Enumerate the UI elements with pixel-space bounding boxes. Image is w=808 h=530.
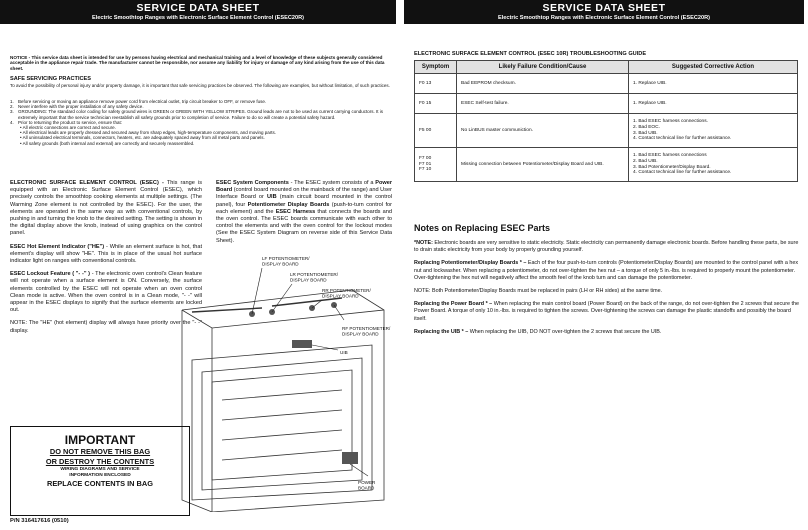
- symptom-cell: F0 15: [415, 94, 457, 114]
- important-box: [10, 426, 190, 516]
- esec-system-diagram: [172, 250, 396, 512]
- left-header-title: SERVICE DATA SHEET: [136, 2, 260, 14]
- action-cell: 1. Bad ESEC harness connections. 2. Bad EOC. 3. Bad UIB. 4. Contact technical line for further assistance.: [629, 114, 798, 148]
- components-column: ESEC System Components - The ESEC system consists of a Power Board (control board mounted on the mainback of the range) and User Interface Board or UIB (main circuit board mounted in the control panel), four Potentiometer Display Boards (push-to-turn control for each element) and the ESEC Harness that connects the boards and the oven control. The ESEC boards communicate with each other to control the elements and with the oven control for the lockout modes (See the ESEC System Diagram on reverse side of this Service Data Sheet).: [216, 180, 393, 244]
- cause-cell: Bad EEPROM checksum.: [457, 74, 629, 94]
- safe-subitem: • All uninsulated electrical terminals, connectors, heaters, etc. are adequately spaced away from all metal parts and panels.: [20, 135, 265, 141]
- symptom-cell: F0 13: [415, 74, 457, 94]
- action-cell: 1. Replace UIB.: [629, 74, 798, 94]
- cause-cell: Missing connection between Potentiometer/Display Board and UIB.: [457, 148, 629, 182]
- left-header: [0, 0, 396, 24]
- hot-element-title: ESEC Hot Element Indicator ("HE"): [10, 243, 105, 250]
- lf-board-label: LF POTENTIOMETER/ DISPLAY BOARD: [262, 256, 310, 267]
- table-row: [415, 94, 798, 114]
- uib-note: Replacing the UIB * – When replacing the UIB, DO NOT over-tighten the 2 screws that secure the UIB.: [414, 328, 662, 335]
- left-header-subtitle: Electric Smoothtop Ranges with Electronic Surface Element Control (ESEC20R): [92, 15, 304, 21]
- column-header: Likely Failure Condition/Cause: [457, 61, 629, 74]
- safe-item: 1. Before servicing or moving an appliance remove power cord from electrical outlet, trip circuit breaker to OFF, or remove fuse.: [10, 99, 267, 104]
- safe-subitem: • All electric connections are correct and secure.: [20, 125, 116, 131]
- rf-board-label: RF POTENTIOMETER/ DISPLAY BOARD: [342, 326, 391, 337]
- priority-note: NOTE: The "HE" (hot element) display will always have priority over the "- -" display.: [10, 320, 202, 334]
- table-row: [415, 148, 798, 182]
- cause-cell: ESEC Self-test failure.: [457, 94, 629, 114]
- table-row: [415, 74, 798, 94]
- safe-subitem: • All safety grounds (both internal and external) are correctly and securely reassembled.: [20, 140, 195, 146]
- column-header: Suggested Corrective Action: [629, 61, 798, 74]
- notice-text: This service data sheet is intended for use by persons having electrical and mechanical training and a level of knowledge of these subjects generally considered acceptable in the appliance repair trade. The manufacturer cannot be responsible, nor assume any liability for injury or damage of any kind arising from the use of this data sheet.: [10, 55, 385, 71]
- cause-cell: No LinBUS master communiction.: [457, 114, 629, 148]
- esec-paragraph: [10, 180, 202, 238]
- rr-board-label: RR POTENTIOMETER/ DISPLAY BOARD: [322, 288, 371, 299]
- table-row: [415, 114, 798, 148]
- static-note: *NOTE: Electronic boards are very sensitive to static electricity. Static electricity can permanently damage electronic boards. Before handling these parts, be sure to drain static electricity from your body by properly grounding yourself.: [414, 240, 799, 254]
- symptom-cell: F7 00 F7 01 F7 10: [415, 148, 457, 182]
- safe-subitem: • All electrical leads are properly dressed and secured away from sharp edges, high-temperature components, and moving parts.: [20, 130, 276, 136]
- action-cell: 1. Bad ESEC harness connections 2. Bad UIB. 3. Bad Potentiometer/Display Board. 4. Contact technical line for further assistance.: [629, 148, 798, 182]
- column-header: Symptom: [415, 61, 457, 74]
- safe-item: 3. GROUNDING: The standard color coding for safety ground wires is GREEN or GREEN WITH YELLOW STRIPES. Ground leads are not to be used as current carrying conductors. It is extremely important that the service technician reestablish all safety grounds prior to completion of service. Failure to do so will create a potential safety hazard.: [10, 109, 383, 120]
- lockout-title: ESEC Lockout Feature ( "- -" ): [10, 271, 91, 278]
- left-page: [0, 0, 396, 530]
- troubleshooting-table: [414, 60, 798, 182]
- important-line-2: OR DESTROY THE CONTENTS: [45, 457, 155, 466]
- notes-title: Notes on Replacing ESEC Parts: [414, 223, 551, 233]
- uib-label: UIB: [340, 350, 348, 355]
- lr-board-label: LR POTENTIOMETER/ DISPLAY BOARD: [290, 272, 338, 283]
- power-board-note: Replacing the Power Board * – When replacing the main control board (Power Board) on the back of the range, do not over-tighten the 2 screws that secure the Power Board. A torque of only 10 in.-lbs. is required to tighten the screws. Over-tightening the screws can damage the plastic standoffs and possibly the board itself.: [414, 301, 800, 322]
- important-title: IMPORTANT: [64, 433, 136, 447]
- right-header: [404, 0, 804, 24]
- safe-servicing-list: [10, 99, 390, 146]
- right-page: [404, 0, 804, 530]
- symptom-cell: F5 00: [415, 114, 457, 148]
- notes-section: [414, 240, 800, 342]
- important-sub-1: WIRING DIAGRAMS AND SERVICE: [60, 467, 140, 472]
- safe-item: 2. Never interfere with the proper installation of any safety device.: [10, 104, 144, 110]
- right-header-subtitle: Electric Smoothtop Ranges with Electronic Surface Element Control (ESEC20R): [498, 15, 710, 21]
- table-header-row: [415, 61, 798, 74]
- notice-paragraph: [10, 55, 390, 71]
- safe-servicing-title: SAFE SERVICING PRACTICES: [10, 76, 92, 82]
- important-line-1: DO NOT REMOVE THIS BAG: [49, 447, 151, 456]
- lockout-text: - The electronic oven control's Clean feature will not operate when a surface element is ON. Conversely, the surface elements controlled by the ESEC will not operate when an oven control Clean mode is active. When the oven control is in a Clean mode, "- -" will appear in the ESEC displays to signify that the surface elements are locked out.: [10, 271, 202, 314]
- components-title: ESEC System Components: [216, 180, 289, 186]
- notice-label: NOTICE -: [10, 55, 31, 60]
- important-sub-2: INFORMATION ENCLOSED: [69, 473, 131, 478]
- safe-item: 4. Prior to returning the product to service, ensure that:: [10, 119, 123, 125]
- part-number: P/N 316417616 (0510): [10, 518, 69, 524]
- troubleshooting-guide-title: ELECTRONIC SURFACE ELEMENT CONTROL (ESEC 10R) TROUBLESHOOTING GUIDE: [414, 51, 647, 57]
- power-board-label: POWER BOARD: [358, 480, 376, 491]
- safe-servicing-intro: To avoid the possibility of personal injury and/or property damage, it is important that safe servicing practices be observed. The following are examples, but without limitation, of such practices.: [10, 83, 390, 88]
- action-cell: 1. Replace UIB.: [629, 94, 798, 114]
- pairs-note: NOTE: Both Potentiometer/Display Boards must be replaced in pairs (LH or RH sides) at the same time.: [414, 288, 663, 295]
- important-line-3: REPLACE CONTENTS IN BAG: [47, 479, 153, 488]
- potentiometer-note: Replacing Potentiometer/Display Boards * – Each of the four push-to-turn controls (Potentiometer/Display Boards) are mounted to the control panel with a hex nut and lockwasher. When replacing a potentiometer, do not over-tighten the hex nut – a torque of only 5 in.-lbs. is required to properly mount the potentiometer. Over-tightening the hex nut will negatively affect the smooth feel of the knob turn and can damage the potentiometer.: [414, 260, 799, 281]
- esec-title: ELECTRONIC SURFACE ELEMENT CONTROL (ESEC) -: [10, 180, 164, 186]
- hot-element-text: - While an element surface is hot, that element's display will show "HE". This is in place of the usual hot surface indicator light on ranges with conventional controls.: [10, 243, 202, 265]
- right-header-title: SERVICE DATA SHEET: [542, 2, 666, 14]
- esec-text: This range is equipped with an Electronic Surface Element Control (ESEC), which precisely controls the smoothtop cooking elements at multiple settings. (The Warming Zone element is not controlled by the ESEC). For the user, the elements are operated in the same way as with conventional controls, by pushing in and turning the knob to the desired setting. The setting is shown in the digital display above the knob, instead of using graphics on the control panel.: [10, 180, 203, 237]
